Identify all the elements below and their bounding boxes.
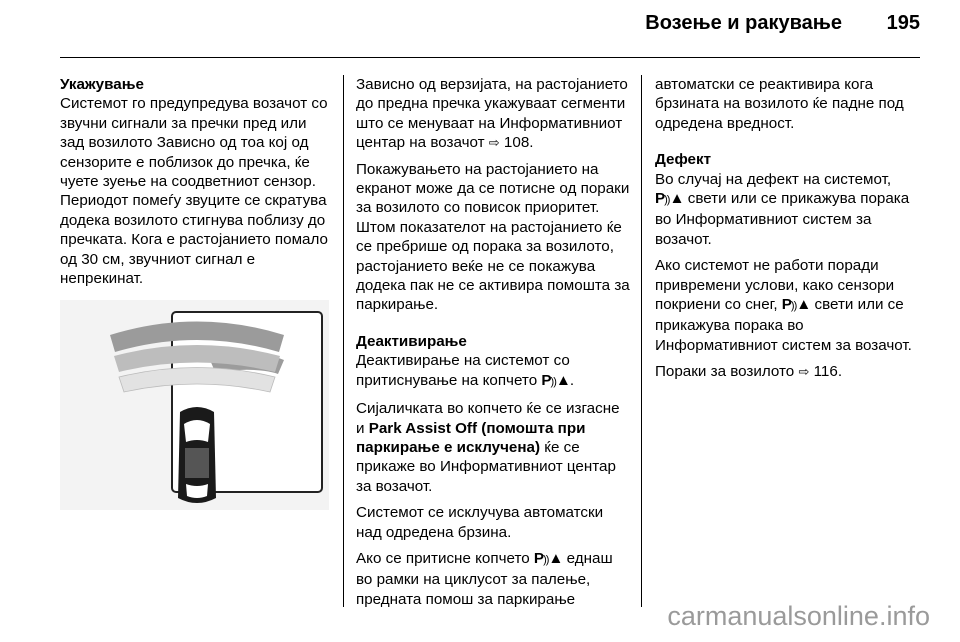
heading-fault: Дефект bbox=[655, 151, 712, 169]
col3-paragraph-4 bbox=[655, 362, 923, 381]
park-assist-off-message: Park Assist Off (помошта при паркирање е исклучена) bbox=[356, 419, 586, 456]
col3-p3-pre: Ако системот не работи поради привремени услови, како сензори покриени со снег, bbox=[655, 257, 895, 314]
col2-p6-pre: Ако се притисне копчето bbox=[356, 549, 530, 567]
col2-p1-text: Зависно од верзијата, на растојанието до предна пречка укажуваат сегменти што се менуваат на Информативниот центар на возачот bbox=[356, 76, 628, 152]
column-divider-2 bbox=[641, 75, 642, 607]
column-2 bbox=[356, 75, 630, 616]
col3-paragraph-1: автоматски се реактивира кога брзината на возилото ќе падне под одредена вредност. bbox=[655, 76, 904, 132]
heading-indication: Укажување bbox=[60, 76, 144, 93]
col2-p4-pre: Сијаличката во копчето ќе се изгасне и bbox=[356, 400, 620, 437]
parking-sensor-illustration bbox=[60, 300, 329, 510]
col3-p2-post: свети или се прикажува порака во Информативниот систем за возачот. bbox=[655, 190, 910, 248]
col2-paragraph-4 bbox=[356, 399, 630, 496]
park-assist-icon: P))▲ bbox=[655, 190, 684, 208]
col2-paragraph-1 bbox=[356, 75, 630, 153]
page-title: Возење и ракување bbox=[645, 12, 842, 34]
col2-paragraph-2: Покажувањето на растојанието на екранот може да се потисне од пораки за возилото со повисок приоритет. Штом показателот на растојанието ќе се пребрише од порака за возилото, растојанието веќе не се покажува додека пак не се активира помошта за паркирање. bbox=[356, 160, 630, 314]
header-rule bbox=[60, 57, 920, 58]
page-number: 195 bbox=[886, 12, 920, 34]
reference-arrow-icon: ⇨ bbox=[488, 135, 500, 151]
col2-paragraph-6 bbox=[356, 549, 630, 609]
column-1 bbox=[60, 75, 332, 295]
col2-p4-post: ќе се прикаже во Информативниот центар за возачот. bbox=[356, 438, 616, 495]
col2-paragraph-3: Деактивирање на системот со притиснување на копчето P))▲. bbox=[356, 351, 630, 392]
col2-p3-text: Деактивирање на системот со притиснување на копчето bbox=[356, 352, 570, 389]
car-icon bbox=[178, 407, 216, 503]
col3-p3-post: свети или се прикажува порака во Информативниот систем за возачот. bbox=[655, 296, 912, 354]
col3-paragraph-3 bbox=[655, 256, 923, 355]
column-divider-1 bbox=[343, 75, 344, 607]
col2-p6-post: еднаш во рамки на циклусот за палење, предната помош за паркирање bbox=[356, 549, 613, 608]
col2-paragraph-5: Системот се исклучува автоматски над одредена брзина. bbox=[356, 504, 604, 541]
column-3 bbox=[655, 75, 923, 389]
park-assist-icon: P))▲ bbox=[533, 549, 563, 567]
col3-p4-ref[interactable]: 116. bbox=[813, 363, 843, 381]
col3-p2-pre: Во случај на дефект на системот, bbox=[655, 170, 892, 188]
page-header bbox=[0, 0, 960, 60]
reference-arrow-icon: ⇨ bbox=[798, 364, 810, 380]
parking-sensor-figure bbox=[60, 300, 329, 510]
park-assist-icon: P))▲ bbox=[541, 371, 570, 389]
col3-paragraph-2 bbox=[655, 170, 923, 250]
col3-p4-text: Пораки за возилото bbox=[655, 363, 795, 381]
col2-p1-ref[interactable]: 108. bbox=[503, 134, 534, 152]
watermark: carmanualsonline.info bbox=[667, 601, 930, 631]
heading-deactivation: Деактивирање bbox=[356, 332, 467, 350]
park-assist-icon: P))▲ bbox=[781, 296, 811, 314]
indication-paragraph: Системот го предупредува возачот со звучни сигнали за пречки пред или зад возилото Зависно од тоа кој од сензорите е поблизок до пречка, ќе чуете зуење на соодветниот сензор. Периодот помеѓу звуците се скратува додека возилото стигнува поблизу до пречката. Кога е растојанието помало од 30 см, звучниот сигнал е непрекинат. bbox=[60, 95, 328, 288]
